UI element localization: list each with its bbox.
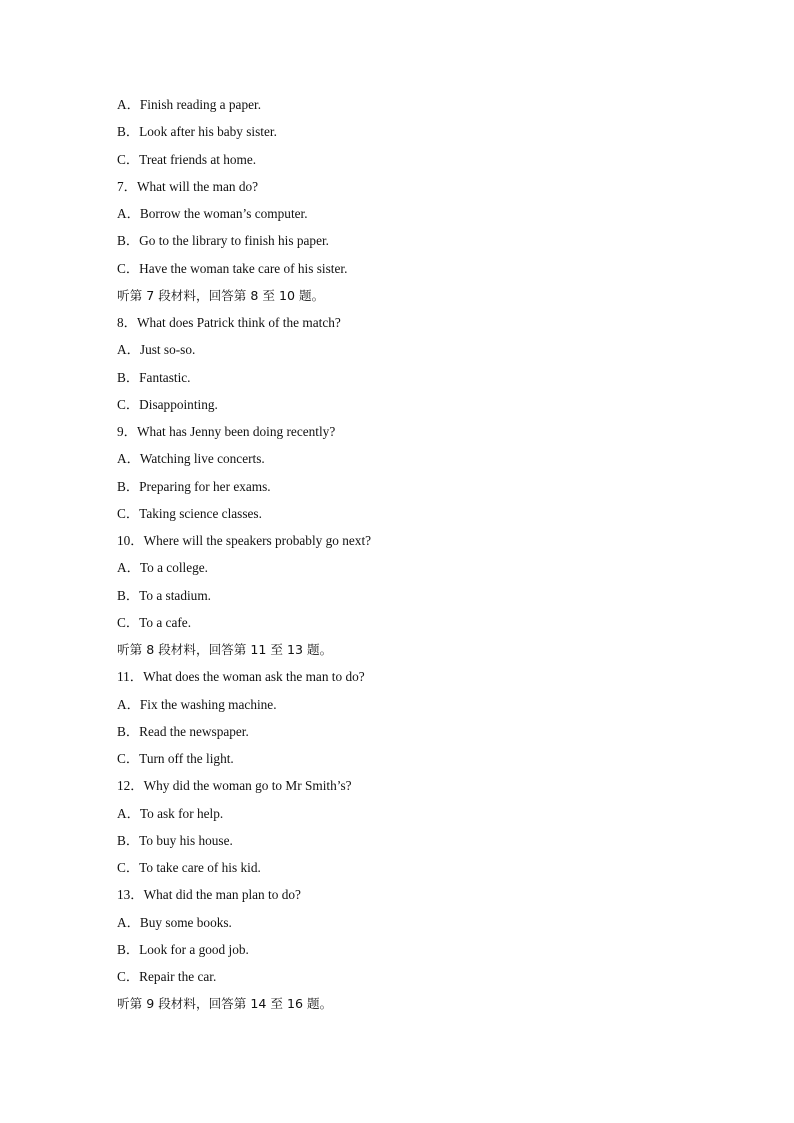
answer-option: A．Finish reading a paper. xyxy=(117,97,262,112)
question-text: 10．Where will the speakers probably go next? xyxy=(117,533,372,548)
answer-option: A．To ask for help. xyxy=(117,805,224,821)
answer-option: B．To a stadium. xyxy=(117,587,211,603)
answer-option: C．Treat friends at home. xyxy=(117,151,257,167)
answer-option: C．Have the woman take care of his sister. xyxy=(117,260,348,276)
answer-option: B．Fantastic. xyxy=(117,369,191,385)
answer-option: A．Just so-so. xyxy=(117,342,196,358)
answer-option: A．Borrow the woman’s computer. xyxy=(117,206,308,221)
question-text: 8．What does Patrick think of the match? xyxy=(117,315,341,330)
answer-option: B．Look for a good job. xyxy=(117,941,249,957)
answer-option: A．Fix the washing machine. xyxy=(117,696,277,712)
answer-option: C．Disappointing. xyxy=(117,396,218,412)
text-body xyxy=(117,95,757,1022)
answer-option: B．Go to the library to finish his paper. xyxy=(117,233,329,249)
question-text: 7．What will the man do? xyxy=(117,178,259,194)
answer-option: B．Look after his baby sister. xyxy=(117,124,277,140)
answer-option: C．Repair the car. xyxy=(117,969,217,984)
section-instruction: 听第 7 段材料，回答第 8 至 10 题。 xyxy=(117,287,325,303)
section-instruction: 听第 9 段材料，回答第 14 至 16 题。 xyxy=(117,996,333,1012)
answer-option: C．Taking science classes. xyxy=(117,505,262,521)
answer-option: C．To a cafe. xyxy=(117,614,192,630)
answer-option: C．To take care of his kid. xyxy=(117,860,261,875)
question-text: 13．What did the man plan to do? xyxy=(117,887,301,903)
answer-option: C．Turn off the light. xyxy=(117,751,234,766)
answer-option: B．Preparing for her exams. xyxy=(117,478,271,494)
question-text: 11．What does the woman ask the man to do? xyxy=(117,669,365,685)
question-text: 12．Why did the woman go to Mr Smith’s? xyxy=(117,778,352,794)
section-instruction: 听第 8 段材料，回答第 11 至 13 题。 xyxy=(117,642,333,657)
answer-option: A．To a college. xyxy=(117,560,209,576)
answer-option: B．Read the newspaper. xyxy=(117,723,249,739)
answer-option: B．To buy his house. xyxy=(117,832,233,848)
answer-option: A．Buy some books. xyxy=(117,914,232,930)
answer-option: A．Watching live concerts. xyxy=(117,451,265,467)
question-text: 9．What has Jenny been doing recently? xyxy=(117,424,336,439)
